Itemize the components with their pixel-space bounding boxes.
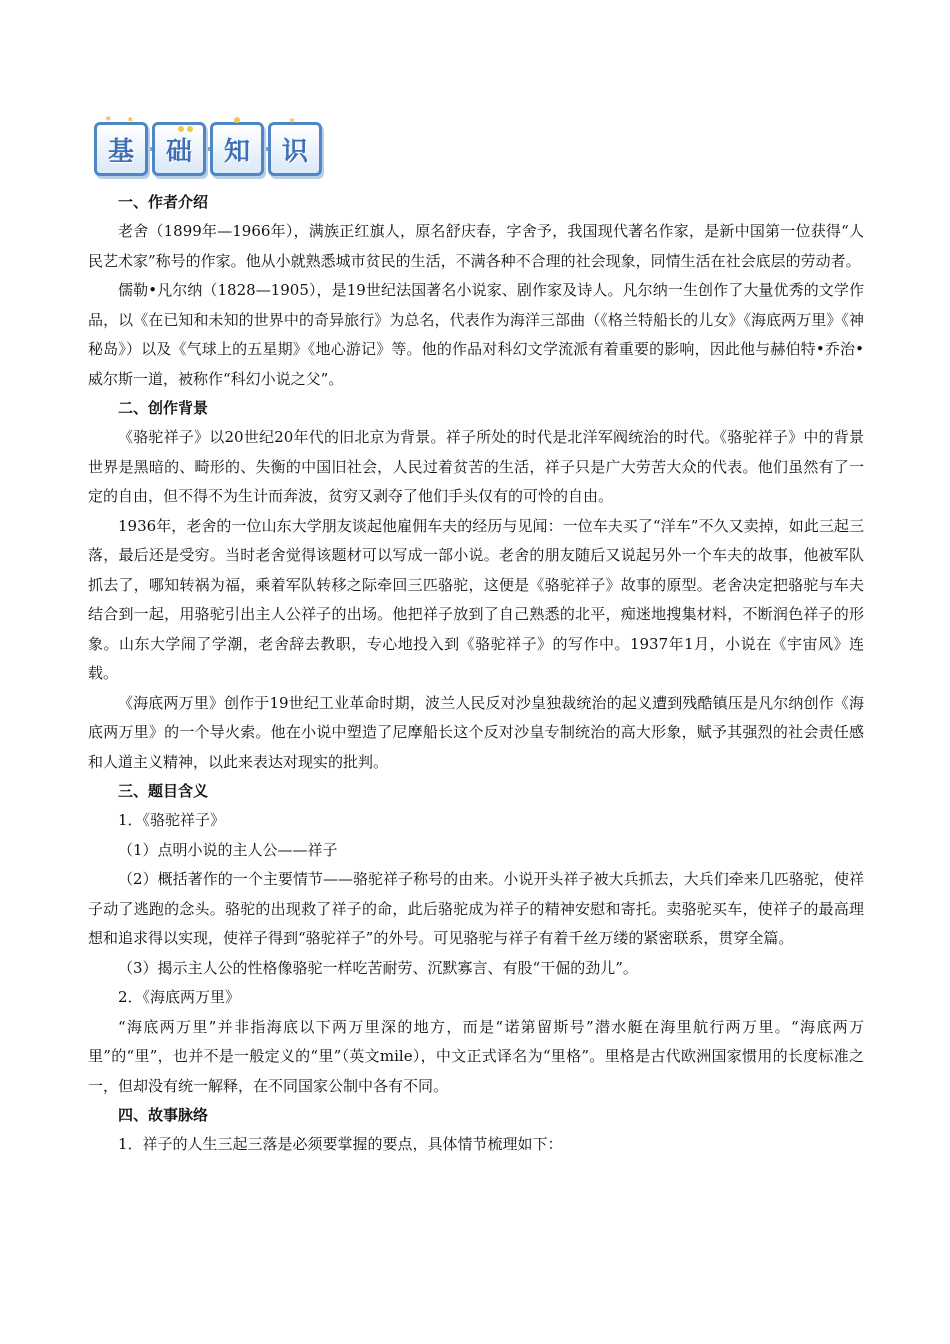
paragraph: “海底两万里”并非指海底以下两万里深的地方，而是“诺第留斯号”潜水艇在海里航行两万里。“海底两万里”的“里”，也并不是一般定义的“里”（英文mile），中文正式译名为“里格”。里格是古代欧洲国家惯用的长度标准之一，但却没有统一解释，在不同国家公制中各有不同。 <box>88 1017 864 1095</box>
banner-tile <box>94 122 148 176</box>
banner-tile <box>210 122 264 176</box>
paragraph: 1936年，老舍的一位山东大学朋友谈起他雇佣车夫的经历与见闻：一位车夫买了“洋车”不久又卖掉，如此三起三落，最后还是受穷。当时老舍觉得该题材可以写成一部小说。老舍的朋友随后又说起另外一个车夫的故事，他被军队抓去了，哪知转祸为福，乘着军队转移之际牵回三匹骆驼，这便是《骆驼祥子》故事的原型。老舍决定把骆驼与车夫结合到一起，用骆驼引出主人公祥子的出场。他把祥子放到了自己熟悉的北平，痴迷地搜集材料，不断润色祥子的形象。山东大学闹了学潮，老舍辞去教职，专心地投入到《骆驼祥子》的写作中。1937年1月，小说在《宇宙风》连载。 <box>88 516 864 682</box>
banner-char: 知 <box>223 136 250 167</box>
banner-char: 础 <box>165 136 192 167</box>
section-banner <box>92 114 324 178</box>
sparkle-icon: ✶ <box>104 114 113 125</box>
paragraph: 老舍（1899年—1966年），满族正红旗人，原名舒庆春，字舍予，我国现代著名作家，是新中国第一位获得“人民艺术家”称号的作家。他从小就熟悉城市贫民的生活，不满各种不合理的社会现象，同情生活在社会底层的劳动者。 <box>88 222 864 270</box>
dot-icon <box>178 126 184 132</box>
banner-char: 基 <box>107 136 134 167</box>
list-item: 1．《骆驼祥子》 <box>118 811 226 829</box>
list-subitem: （1）点明小说的主人公——祥子 <box>118 840 338 859</box>
section-heading-story-outline: 四、故事脉络 <box>118 1106 209 1124</box>
dot-icon <box>187 126 193 132</box>
list-subitem: （3）揭示主人公的性格像骆驼一样吃苦耐劳、沉默寡言、有股“干倔的劲儿”。 <box>118 958 638 977</box>
banner-char: 识 <box>281 136 308 167</box>
list-item: 2．《海底两万里》 <box>118 988 241 1006</box>
list-subitem: （2）概括著作的一个主要情节——骆驼祥子称号的由来。小说开头祥子被大兵抓去，大兵们牵来几匹骆驼，使祥子动了逃跑的念头。骆驼的出现救了祥子的命，此后骆驼成为祥子的精神安慰和寄托。卖骆驼买车，使祥子的最高理想和追求得以实现，使祥子得到“骆驼祥子”的外号。可见骆驼与祥子有着千丝万缕的紧密联系，贯穿全篇。 <box>88 870 864 947</box>
paragraph: 《骆驼祥子》以20世纪20年代的旧北京为背景。祥子所处的时代是北洋军阀统治的时代。《骆驼祥子》中的背景世界是黑暗的、畸形的、失衡的中国旧社会，人民过着贫苦的生活，祥子只是广大劳苦大众的代表。他们虽然有了一定的自由，但不得不为生计而奔波，贫穷又剥夺了他们手头仅有的可怜的自由。 <box>88 428 864 505</box>
document-body <box>88 188 864 1160</box>
section-heading-title-meaning: 三、题目含义 <box>118 782 209 800</box>
section-heading-author: 一、作者介绍 <box>118 193 209 211</box>
dot-icon <box>234 117 240 123</box>
paragraph: 《海底两万里》创作于19世纪工业革命时期，波兰人民反对沙皇独裁统治的起义遭到残酷镇压是凡尔纳创作《海底两万里》的一个导火索。他在小说中塑造了尼摩船长这个反对沙皇专制统治的高大形象，赋予其强烈的社会责任感和人道主义精神，以此来表达对现实的批判。 <box>88 693 864 771</box>
list-item: 1．祥子的人生三起三落是必须要掌握的要点，具体情节梳理如下： <box>118 1135 563 1153</box>
sparkle-icon: ✶ <box>126 115 135 126</box>
banner-tile <box>268 122 322 176</box>
sparkle-icon: ✶ <box>288 116 297 127</box>
section-heading-background: 二、创作背景 <box>118 399 209 417</box>
paragraph: 儒勒•凡尔纳（1828—1905），是19世纪法国著名小说家、剧作家及诗人。凡尔纳一生创作了大量优秀的文学作品，以《在已知和未知的世界中的奇异旅行》为总名，代表作为海洋三部曲（《格兰特船长的儿女》《海底两万里》《神秘岛》）以及《气球上的五星期》《地心游记》等。他的作品对科幻文学流派有着重要的影响，因此他与赫伯特•乔治•威尔斯一道，被称作“科幻小说之父”。 <box>88 281 864 388</box>
